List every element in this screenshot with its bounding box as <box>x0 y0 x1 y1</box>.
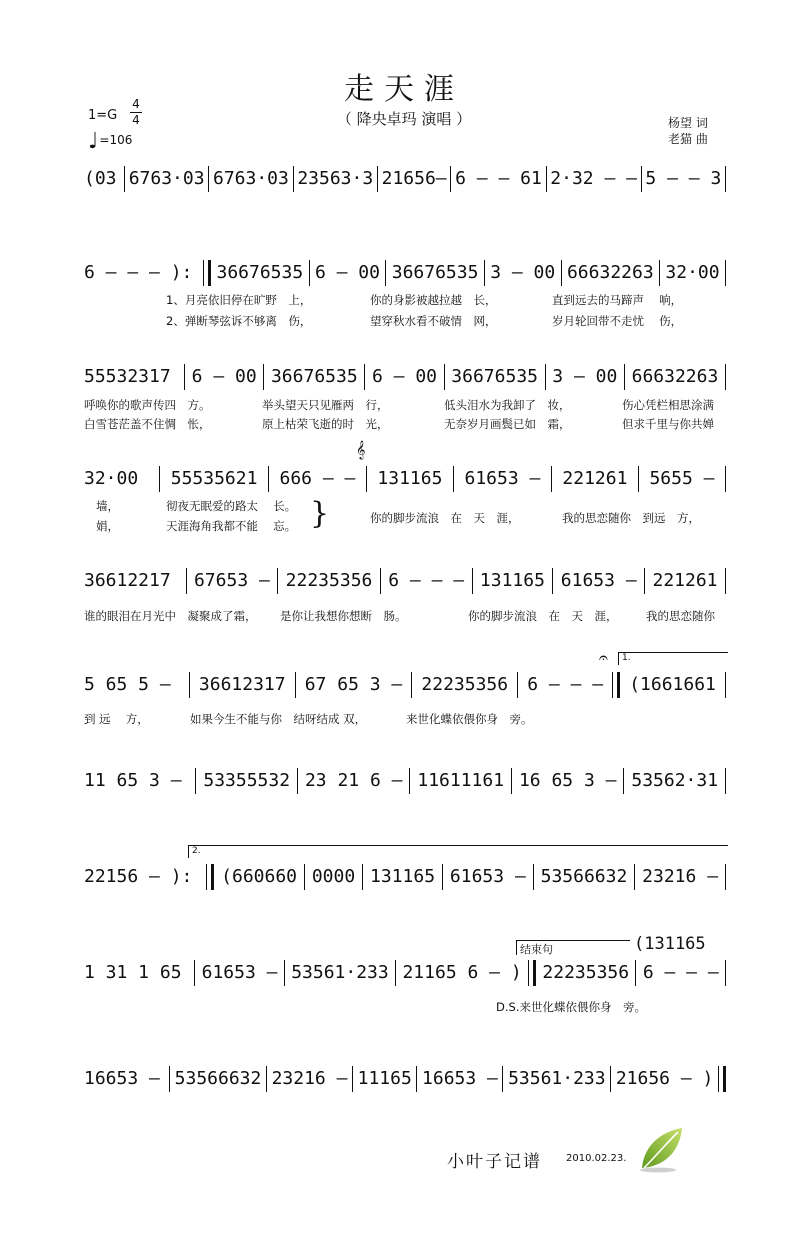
lyric-line3-v2-d: 但求千里与你共婵 <box>622 417 714 431</box>
composer-credit: 老猫 曲 <box>668 132 708 146</box>
measure: 3 – 00 <box>490 262 556 283</box>
lyric-line3-v1-c: 低头泪水为我卸了 妆， <box>444 398 571 412</box>
measure: 21656 – ) <box>615 1068 714 1089</box>
measure: 221261 <box>652 570 718 591</box>
tempo-value: =106 <box>99 133 133 147</box>
measure: 67 65 3 – <box>304 674 403 695</box>
measure: 2·32 – – <box>550 168 637 189</box>
score-line-9 <box>84 958 726 988</box>
measure: 22235356 <box>421 674 509 695</box>
score-line-8 <box>84 862 726 892</box>
measure: 61653 – <box>560 570 637 591</box>
measure: 0000 <box>311 866 356 887</box>
measure: 32·00 <box>84 468 139 489</box>
alternate-phrase: (131165 <box>634 934 706 954</box>
measure: 22235356 <box>542 962 630 983</box>
time-signature-bottom: 4 <box>132 113 140 127</box>
measure: 23216 – <box>642 866 719 887</box>
measure: 61653 – <box>201 962 278 983</box>
measure: 66632263 <box>566 262 654 283</box>
ending-label: 结束句 <box>516 940 630 955</box>
score-line-2 <box>84 258 726 288</box>
measure: 53566632 <box>540 866 628 887</box>
measure: 23 21 6 – <box>304 770 403 791</box>
measure: 131165 <box>370 866 436 887</box>
measure: 5 65 5 – <box>84 674 171 695</box>
key-signature: 1=G <box>88 108 118 123</box>
lyric-verse2-b: 望穿秋水看不破情 网， <box>370 314 497 328</box>
measure: 22156 – ): <box>84 866 193 887</box>
time-signature-top: 4 <box>132 97 140 111</box>
lyric-line6-c: 来世化蝶依偎你身 旁。 <box>406 712 533 726</box>
measure: 67653 – <box>193 570 270 591</box>
measure: 6 – 00 <box>371 366 437 387</box>
lyric-line5-b: 是你让我想你想断 肠。 <box>280 609 407 623</box>
measure: 21656– <box>381 168 447 189</box>
transcriber-signature: 小叶子记谱 <box>447 1152 542 1172</box>
measure: 6 – – – ): <box>84 262 193 283</box>
lyric-line4-v2-a: 娟， <box>96 519 119 533</box>
leaf-logo-icon <box>636 1124 686 1174</box>
score-line-10 <box>84 1064 726 1094</box>
measure: 61653 – <box>464 468 541 489</box>
lyric-line3-v2-b: 原上枯荣飞逝的时 光， <box>262 417 389 431</box>
lyric-line4-v1-b: 彻夜无眠爱的路太 长。 <box>166 499 297 513</box>
measure: (660660 <box>221 866 297 887</box>
measure: 6 – 00 <box>314 262 380 283</box>
lyric-line9-ds: D.S.来世化蝶依偎你身 旁。 <box>496 1000 646 1014</box>
transcription-date: 2010.02.23. <box>566 1153 627 1164</box>
score-line-5 <box>84 566 726 596</box>
lyric-line3-v1-a: 呼唤你的歌声传四 方。 <box>84 398 211 412</box>
measure: 666 – – <box>279 468 356 489</box>
quarter-note-icon: ♩ <box>88 129 99 154</box>
measure: 5 – – 3 <box>645 168 722 189</box>
measure: 23563·3 <box>297 168 374 189</box>
measure: 61653 – <box>449 866 526 887</box>
measure: 6 – – – <box>642 962 719 983</box>
measure: 16653 – <box>84 1068 160 1089</box>
lyric-line4-v2-b: 天涯海角我都不能 忘。 <box>166 519 297 533</box>
volta-1: 1. <box>618 652 728 665</box>
measure: 11 65 3 – <box>84 770 182 791</box>
lyric-line3-v2-c: 无奈岁月画鬓已如 霜， <box>444 417 571 431</box>
measure: 55532317 <box>84 366 171 387</box>
measure: 36612317 <box>198 674 286 695</box>
lyric-line5-c: 你的脚步流浪 在 天 涯， <box>468 609 618 623</box>
measure: 66632263 <box>631 366 719 387</box>
measure: 36676535 <box>270 366 358 387</box>
measure: 23216 – <box>271 1068 348 1089</box>
measure: 36612217 <box>84 570 171 591</box>
lyric-line5-a: 谁的眼泪在月光中 凝聚成了霜， <box>84 609 257 623</box>
measure: 53561·233 <box>291 962 389 983</box>
measure: 53355532 <box>203 770 291 791</box>
lyric-line5-d: 我的思恋随你 <box>646 609 715 623</box>
measure: (03 <box>84 168 117 189</box>
lyric-verse1-c: 直到远去的马蹄声 响， <box>552 293 683 307</box>
measure: 3 – 00 <box>552 366 618 387</box>
lyric-line4-refrain-b: 我的思恋随你 到远 方， <box>562 511 700 525</box>
measure: 11165 <box>357 1068 412 1089</box>
segno-icon: 𝄞 <box>356 440 366 459</box>
measure: 6763·03 <box>213 168 289 189</box>
measure: 16 65 3 – <box>518 770 617 791</box>
measure: 53566632 <box>174 1068 262 1089</box>
measure: 6 – – 61 <box>455 168 542 189</box>
time-signature <box>130 98 142 127</box>
score-line-1 <box>84 164 726 194</box>
score-line-4 <box>84 464 726 494</box>
score-line-6 <box>84 670 726 700</box>
lyric-line3-v1-d: 伤心凭栏相思涂满 <box>622 398 714 412</box>
measure: 53562·31 <box>631 770 719 791</box>
measure: 6 – 00 <box>191 366 257 387</box>
measure: 36676535 <box>391 262 479 283</box>
lyric-line3-v1-b: 举头望天只见雁两 行， <box>262 398 389 412</box>
measure: 11611161 <box>417 770 505 791</box>
lyric-line4-v1-a: 墙， <box>96 499 119 513</box>
measure: 1 31 1 65 <box>84 962 182 983</box>
lyric-line6-a: 到 远 方， <box>84 712 149 726</box>
measure: (1661661 <box>629 674 716 695</box>
lyric-verse1-a: 1、月亮依旧停在旷野 上， <box>166 293 312 307</box>
score-line-3 <box>84 362 726 392</box>
lyric-verse2-c: 岁月轮回带不走忧 伤， <box>552 314 683 328</box>
measure: 55535621 <box>170 468 258 489</box>
measure: 6763·03 <box>128 168 205 189</box>
score-line-7 <box>84 766 726 796</box>
volta-2: 2. <box>188 845 728 858</box>
lyric-line6-b: 如果今生不能与你 结呀结成 双， <box>190 712 367 726</box>
verse-brace: } <box>310 496 330 531</box>
measure: 131165 <box>377 468 443 489</box>
measure: 131165 <box>479 570 545 591</box>
tempo-marking <box>88 129 133 154</box>
measure: 5655 – <box>649 468 715 489</box>
measure: 22235356 <box>285 570 373 591</box>
measure: 53561·233 <box>508 1068 606 1089</box>
lyricist-credit: 杨望 词 <box>668 116 708 130</box>
measure: 36676535 <box>216 262 304 283</box>
fermata-icon: 𝄐 <box>599 648 608 667</box>
measure: 36676535 <box>451 366 538 387</box>
measure: 32·00 <box>665 262 720 283</box>
song-title: 走天涯 <box>344 72 464 107</box>
lyric-verse2-a: 2、弹断琴弦诉不够离 伤， <box>166 314 312 328</box>
measure: 21165 6 – ) <box>402 962 522 983</box>
lyric-line4-refrain-a: 你的脚步流浪 在 天 涯， <box>370 511 520 525</box>
measure: 6 – – – <box>527 674 604 695</box>
measure: 16653 – <box>422 1068 498 1089</box>
lyric-verse1-b: 你的身影被越拉越 长， <box>370 293 497 307</box>
lyric-line3-v2-a: 白雪苍茫盖不住惆 怅， <box>84 417 211 431</box>
measure: 6 – – – <box>388 570 465 591</box>
measure: 221261 <box>562 468 628 489</box>
performer-credit: （ 降央卓玛 演唱 ） <box>336 110 472 128</box>
